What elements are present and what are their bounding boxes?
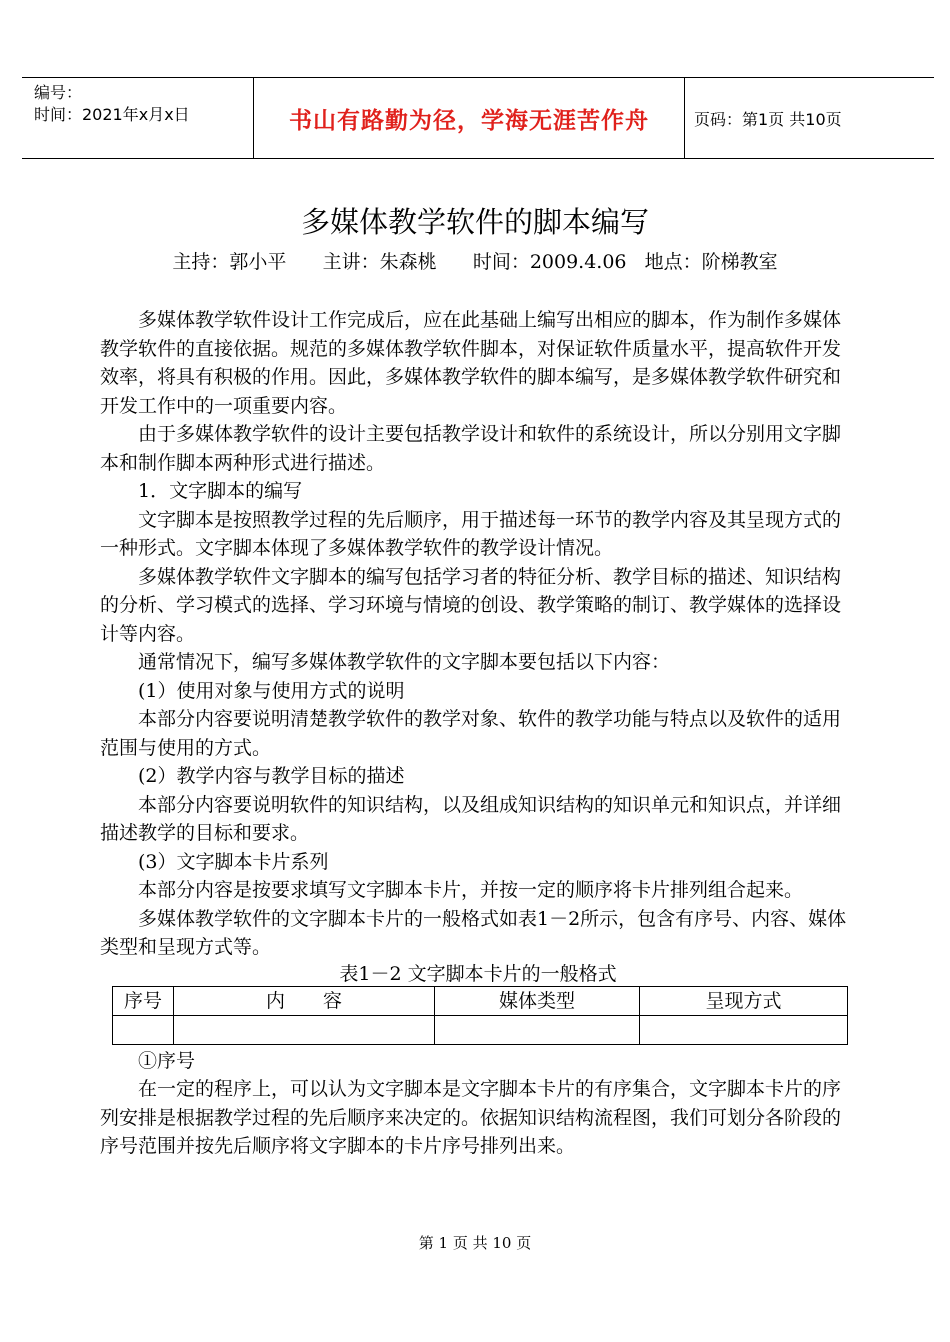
table-row — [113, 1015, 848, 1044]
subsection-heading: ①序号 — [138, 1049, 196, 1072]
document-header — [22, 77, 934, 159]
header-divider — [684, 78, 685, 158]
paragraph: 多媒体教学软件设计工作完成后，应在此基础上编写出相应的脚本，作为制作多媒体教学软件的直接依据。规范的多媒体教学软件脚本，对保证软件质量水平，提高软件开发效率，将具有积极的作用。因此，多媒体教学软件的脚本编写，是多媒体教学软件研究和开发工作中的一项重要内容。 — [100, 309, 842, 417]
table-header-cell: 内 容 — [174, 986, 435, 1015]
header-motto: 书山有路勤为径，学海无涯苦作舟 — [289, 107, 649, 134]
paragraph: 通常情况下，编写多媒体教学软件的文字脚本要包括以下内容： — [138, 651, 671, 673]
paragraph: 在一定的程序上，可以认为文字脚本是文字脚本卡片的有序集合，文字脚本卡片的序列安排是根据教学过程的先后顺序来决定的。依据知识结构流程图，我们可划分各阶段的序号范围并按先后顺序将文字脚本的卡片序号排列出来。 — [100, 1078, 842, 1157]
subsection-heading: (2）教学内容与教学目标的描述 — [138, 765, 405, 787]
header-page-info: 页码：第1页 共10页 — [694, 109, 842, 129]
table-cell — [174, 1015, 435, 1044]
table-cell — [640, 1015, 848, 1044]
lecture-meta: 主持：郭小平 主讲：朱森桃 时间：2009.4.06 地点：阶梯教室 — [172, 251, 778, 273]
script-card-table — [112, 986, 848, 1045]
table-cell — [435, 1015, 640, 1044]
table-header-cell: 序号 — [113, 986, 174, 1015]
paragraph: 多媒体教学软件的文字脚本卡片的一般格式如表1－2所示，包含有序号、内容、媒体类型和呈现方式等。 — [100, 907, 847, 958]
table-header-cell: 媒体类型 — [435, 986, 640, 1015]
header-left-cell — [34, 82, 190, 126]
table-caption: 表1－2 文字脚本卡片的一般格式 — [339, 962, 617, 985]
page-title: 多媒体教学软件的脚本编写 — [300, 205, 649, 239]
subsection-heading: (3）文字脚本卡片系列 — [138, 850, 329, 873]
section-heading: 1．文字脚本的编写 — [138, 480, 303, 502]
paragraph: 本部分内容是按要求填写文字脚本卡片，并按一定的顺序将卡片排列组合起来。 — [138, 879, 804, 901]
document-body — [100, 306, 856, 1161]
paragraph: 多媒体教学软件文字脚本的编写包括学习者的特征分析、教学目标的描述、知识结构的分析、学习模式的选择、学习环境与情境的创设、教学策略的制订、教学媒体的选择设计等内容。 — [100, 565, 842, 645]
paragraph: 由于多媒体教学软件的设计主要包括教学设计和软件的系统设计，所以分别用文字脚本和制作脚本两种形式进行描述。 — [100, 423, 842, 474]
page-footer: 第 1 页 共 10 页 — [418, 1234, 532, 1252]
table-cell — [113, 1015, 174, 1044]
table-header-cell: 呈现方式 — [640, 986, 848, 1015]
table-header-row — [113, 986, 848, 1015]
subsection-heading: (1）使用对象与使用方式的说明 — [138, 679, 405, 702]
time-label: 时间：2021年x月x日 — [34, 105, 190, 124]
paragraph: 本部分内容要说明清楚教学软件的教学对象、软件的教学功能与特点以及软件的适用范围与使用的方式。 — [100, 708, 842, 759]
paragraph: 本部分内容要说明软件的知识结构，以及组成知识结构的知识单元和知识点，并详细描述教学的目标和要求。 — [100, 793, 842, 844]
paragraph: 文字脚本是按照教学过程的先后顺序，用于描述每一环节的教学内容及其呈现方式的一种形式。文字脚本体现了多媒体教学软件的教学设计情况。 — [100, 508, 842, 559]
number-label: 编号： — [34, 83, 83, 102]
